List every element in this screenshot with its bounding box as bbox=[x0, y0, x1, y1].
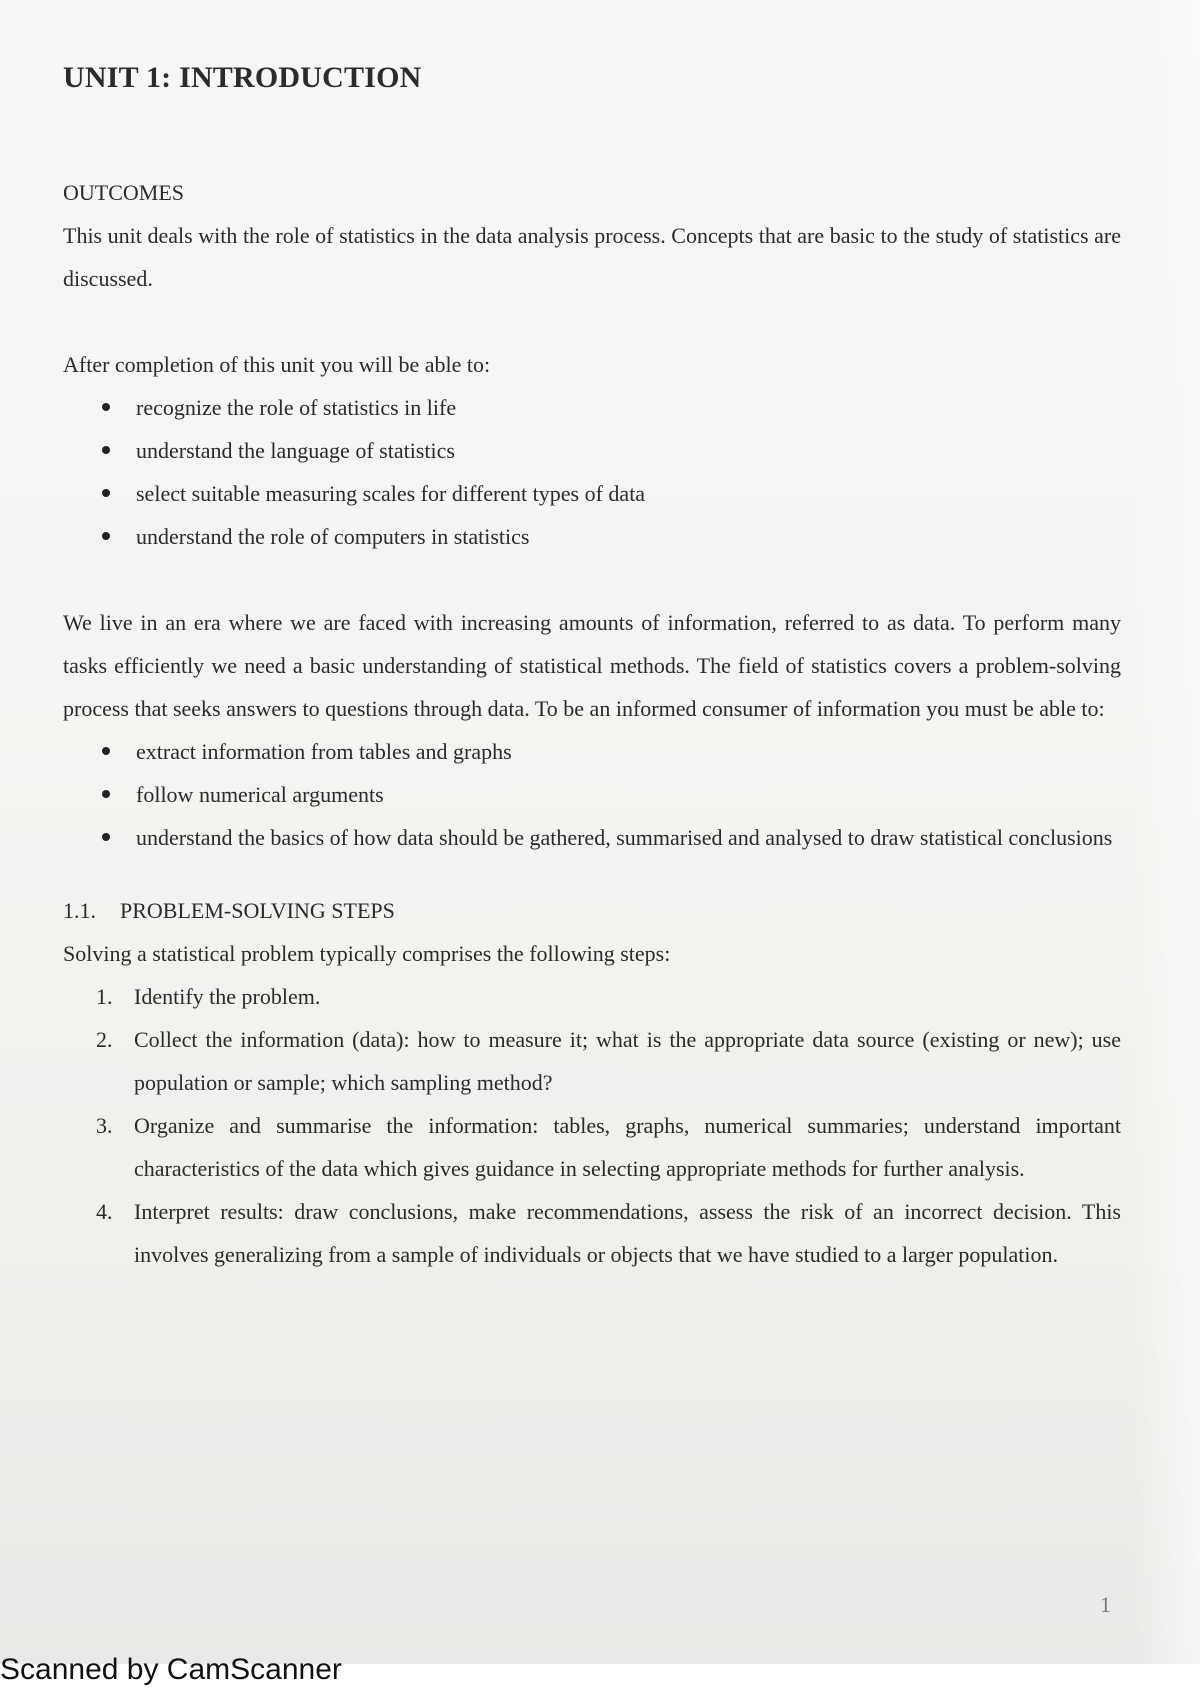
list-item bbox=[63, 386, 1121, 429]
list-item bbox=[63, 730, 1121, 773]
outcomes-heading: OUTCOMES bbox=[63, 180, 185, 205]
list-item-text: follow numerical arguments bbox=[136, 782, 384, 807]
list-item-text: recognize the role of statistics in life bbox=[136, 395, 457, 420]
list-item bbox=[63, 816, 1121, 859]
step-text: Identify the problem. bbox=[134, 984, 321, 1009]
spacer bbox=[63, 558, 1121, 601]
step-number: 3. bbox=[96, 1113, 113, 1138]
bullet-icon bbox=[102, 532, 110, 540]
bullet-icon bbox=[102, 489, 110, 497]
list-item bbox=[63, 472, 1121, 515]
step-item bbox=[63, 1018, 1121, 1104]
step-item bbox=[63, 1190, 1121, 1276]
section-heading bbox=[63, 889, 1121, 932]
list-item-text: understand the role of computers in statistics bbox=[136, 524, 530, 549]
bullet-icon bbox=[102, 790, 110, 798]
step-text: Interpret results: draw conclusions, make recommendations, assess the risk of an incorrect decision. This involves generalizing from a sample of individuals or objects that we have studied to a larger population. bbox=[134, 1199, 1121, 1267]
era-paragraph: We live in an era where we are faced with increasing amounts of information, referred to as data. To perform many tasks efficiently we need a basic understanding of statistical methods. The field of statistics covers a problem-solving process that seeks answers to questions through data. To be an informed consumer of information you must be able to: bbox=[63, 610, 1121, 721]
after-completion-text: After completion of this unit you will be able to: bbox=[63, 352, 491, 377]
step-text: Collect the information (data): how to measure it; what is the appropriate data source (existing or new); use population or sample; which sampling method? bbox=[134, 1027, 1121, 1095]
unit-title: UNIT 1: INTRODUCTION bbox=[63, 61, 422, 94]
list-item-text: understand the language of statistics bbox=[136, 438, 455, 463]
bullet-icon bbox=[102, 747, 110, 755]
step-text: Organize and summarise the information: tables, graphs, numerical summaries; understand important characteristics of the data which gives guidance in selecting appropriate methods for further analysis. bbox=[134, 1113, 1121, 1181]
list-item bbox=[63, 773, 1121, 816]
step-number: 1. bbox=[96, 984, 113, 1009]
bullet-icon bbox=[102, 446, 110, 454]
list-item-text: select suitable measuring scales for different types of data bbox=[136, 481, 646, 506]
list-item bbox=[63, 429, 1121, 472]
spacer bbox=[63, 300, 1121, 343]
step-item bbox=[63, 975, 1121, 1018]
list-item-text: extract information from tables and graphs bbox=[136, 739, 512, 764]
steps-intro: Solving a statistical problem typically comprises the following steps: bbox=[63, 941, 671, 966]
step-number: 4. bbox=[96, 1199, 113, 1224]
step-item bbox=[63, 1104, 1121, 1190]
section-number: 1.1. bbox=[63, 898, 96, 923]
page-number: 1 bbox=[1100, 1592, 1111, 1617]
section-title: PROBLEM-SOLVING STEPS bbox=[120, 898, 395, 923]
bullet-icon bbox=[102, 403, 110, 411]
consumer-list bbox=[63, 730, 1121, 859]
outcomes-list bbox=[63, 386, 1121, 558]
list-item bbox=[63, 515, 1121, 558]
page-content bbox=[63, 58, 1121, 1276]
step-number: 2. bbox=[96, 1027, 113, 1052]
bullet-icon bbox=[102, 833, 110, 841]
list-item-text: understand the basics of how data should be gathered, summarised and analysed to draw statistical conclusions bbox=[136, 825, 1113, 850]
intro-paragraph: This unit deals with the role of statistics in the data analysis process. Concepts that are basic to the study of statistics are discussed. bbox=[63, 223, 1121, 291]
steps-list bbox=[63, 975, 1121, 1276]
scanner-watermark: Scanned by CamScanner bbox=[0, 1653, 342, 1686]
